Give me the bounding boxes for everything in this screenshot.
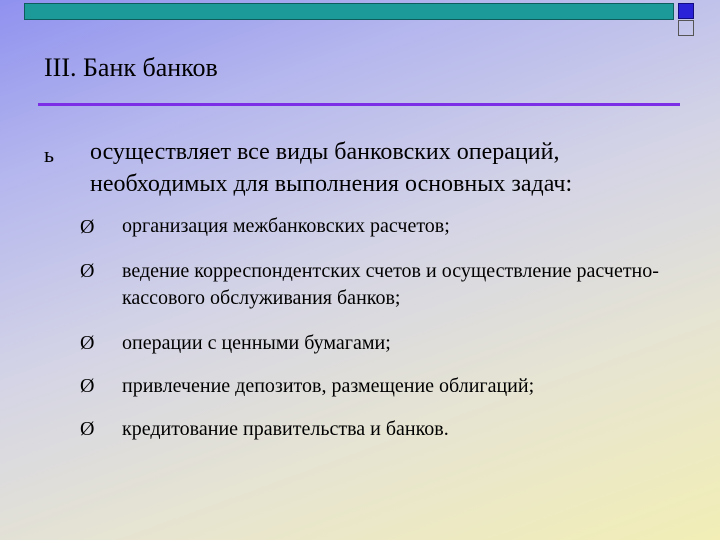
arrow-bullet-icon: Ø bbox=[80, 375, 95, 397]
title-divider bbox=[38, 103, 680, 106]
decorative-top-bar bbox=[24, 3, 674, 20]
arrow-bullet-icon: Ø bbox=[80, 332, 95, 354]
arrow-bullet-icon: Ø bbox=[80, 260, 95, 282]
arrow-bullet-icon: Ø bbox=[80, 418, 95, 440]
decorative-blue-square bbox=[678, 3, 694, 19]
sub-item-text: кредитование правительства и банков. bbox=[122, 418, 449, 440]
sub-item-text: организация межбанковских расчетов; bbox=[122, 215, 450, 237]
decorative-outline-square bbox=[678, 20, 694, 36]
main-bullet-icon: ь bbox=[44, 142, 55, 167]
main-item-text: осуществляет все виды банковских операций, необходимых для выполнения основных задач: bbox=[90, 139, 573, 197]
arrow-bullet-icon: Ø bbox=[80, 216, 95, 238]
sub-item-text: ведение корреспондентских счетов и осуществление расчетно-кассового обслуживания банков; bbox=[122, 260, 659, 309]
slide-title: III. Банк банков bbox=[44, 53, 218, 82]
sub-item-text: привлечение депозитов, размещение облигаций; bbox=[122, 375, 535, 397]
sub-item-text: операции с ценными бумагами; bbox=[122, 332, 391, 354]
